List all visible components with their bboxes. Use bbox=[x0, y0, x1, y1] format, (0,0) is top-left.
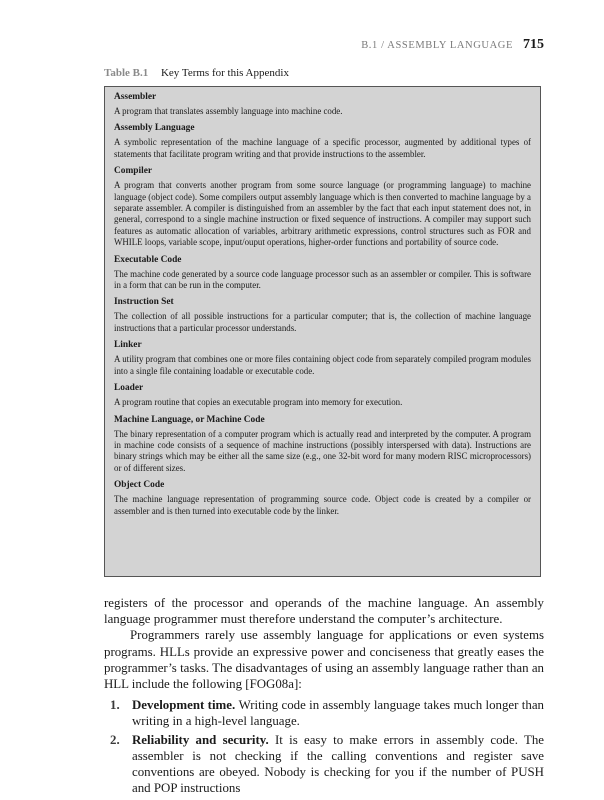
key-terms-table bbox=[104, 86, 541, 577]
term-name: Linker bbox=[114, 340, 142, 351]
list-item-text: Writing code in assembly language takes much longer than writing in a high-level language. bbox=[132, 698, 544, 729]
term-name: Instruction Set bbox=[114, 297, 174, 308]
term-name: Assembler bbox=[114, 92, 157, 102]
body-paragraph: registers of the processor and operands of the machine language. An assembly language programmer must therefore understand the computer’s architecture. bbox=[104, 596, 544, 627]
list-item bbox=[104, 732, 544, 797]
body-text bbox=[104, 595, 544, 798]
term-definition: A program that converts another program from some source language (or programming language) to machine language (object code). Some compilers output assembly language which is then converted to machine language by a separate assembler. A compiler is distinguished from an assembler by the fact that each input statement does not, in general, correspond to a single machine instruction or fixed sequence of instructions. A compiler may support such features as automatic allocation of variables, arbitrary arithmetic expressions, control structures such as FOR and WHILE loops, variable scope, input/ouput operations, higher-order functions and portability of source code. bbox=[114, 180, 531, 248]
list-item-number: 1. bbox=[110, 698, 120, 713]
term-name: Loader bbox=[114, 383, 144, 394]
table-label: Table B.1 bbox=[104, 67, 149, 79]
list-item-lead: Development time. bbox=[132, 698, 239, 713]
term-definition: The machine language representation of programming source code. Object code is created by a compiler or assembler and is then turned into executable code by the linker. bbox=[114, 494, 531, 516]
term-entry bbox=[114, 296, 531, 334]
term-name: Machine Language, or Machine Code bbox=[114, 414, 265, 425]
table-caption bbox=[104, 67, 289, 79]
term-entry bbox=[114, 339, 531, 377]
term-name: Object Code bbox=[114, 480, 165, 491]
term-definition: A symbolic representation of the machine language of a specific processor, augmented by additional types of statements that facilitate program writing and that provide instructions to the assembler. bbox=[114, 137, 531, 159]
term-definition: A program routine that copies an executable program into memory for execution. bbox=[114, 397, 403, 408]
page-number: 715 bbox=[523, 37, 544, 52]
table-title: Key Terms for this Appendix bbox=[160, 67, 289, 79]
term-name: Executable Code bbox=[114, 254, 182, 265]
term-name: Compiler bbox=[114, 166, 153, 177]
term-entry bbox=[114, 382, 531, 408]
term-entry bbox=[114, 165, 531, 248]
list-item-text: It is easy to make errors in assembly code. The assembler is not checking if the calling conventions and register save conventions are obeyed. Nobody is checking for you if the number of PUSH and POP instructions bbox=[132, 732, 544, 796]
term-entry bbox=[114, 479, 531, 517]
body-paragraph: Programmers rarely use assembly language for applications or even systems programs. HLLs provide an expressive power and conciseness that greatly eases the programmer’s tasks. The disadvantages of using an assembly language rather than an HLL include the following [FOG08a]: bbox=[104, 628, 544, 692]
list-item-lead: Reliability and security. bbox=[132, 732, 276, 747]
term-entry bbox=[114, 254, 531, 292]
list-item-number: 2. bbox=[110, 732, 120, 747]
running-head bbox=[361, 37, 544, 53]
term-definition: A utility program that combines one or more files containing object code from separately compiled program modules into a single file containing loadable or executable code. bbox=[114, 354, 531, 376]
term-entry bbox=[114, 414, 531, 475]
disadvantages-list bbox=[104, 697, 544, 796]
term-name: Assembly Language bbox=[114, 123, 195, 134]
term-entry bbox=[114, 122, 531, 160]
term-definition: The collection of all possible instructions for a particular computer; that is, the collection of machine language instructions that a particular processor understands. bbox=[114, 311, 531, 333]
term-definition: The machine code generated by a source code language processor such as an assembler or compiler. This is software in a form that can be run in the computer. bbox=[114, 268, 531, 291]
list-item bbox=[104, 697, 544, 729]
term-definition: The binary representation of a computer program which is actually read and interpreted by the computer. A program in machine code consists of a sequence of machine instructions (possibly interspersed with data). Instructions are binary strings which may be either all the same size (e.g., one 32-bit word for many modern RISC microprocessors) or of different sizes. bbox=[114, 428, 531, 473]
section-title: B.1 / ASSEMBLY LANGUAGE bbox=[361, 40, 513, 51]
term-entry bbox=[114, 91, 531, 117]
term-definition: A program that translates assembly language into machine code. bbox=[114, 106, 343, 116]
